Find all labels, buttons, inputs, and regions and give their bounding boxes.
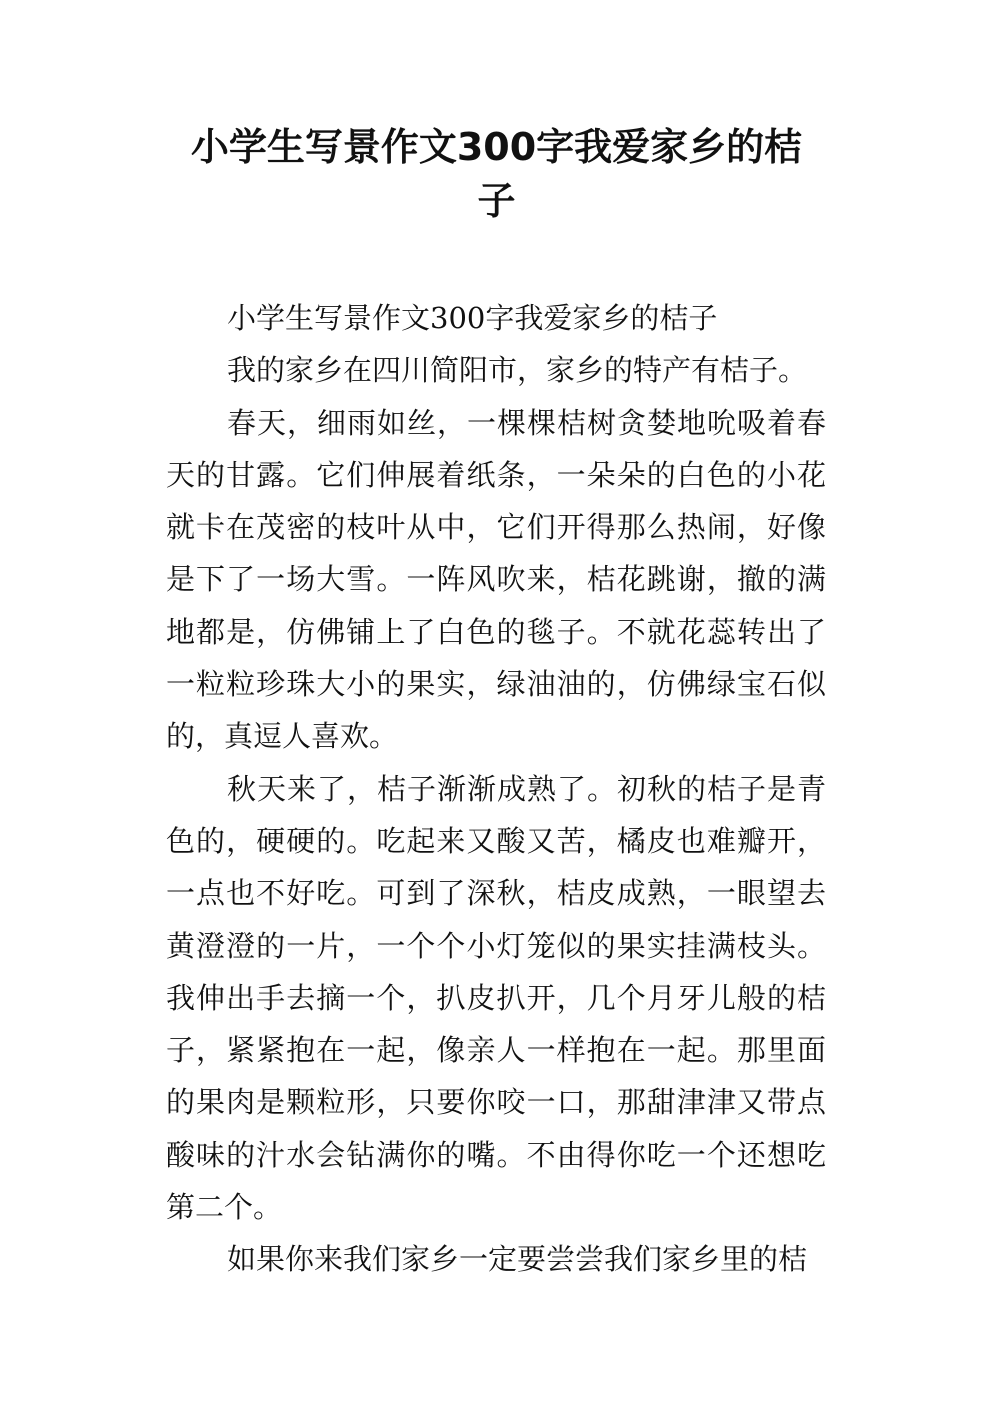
paragraph (166, 292, 826, 344)
paragraph-line: 酸味的汁水会钻满你的嘴。不由得你吃一个还想吃 (166, 1137, 826, 1172)
paragraph-line: 子，紧紧抱在一起，像亲人一样抱在一起。那里面 (166, 1033, 826, 1068)
document-title (120, 120, 873, 228)
paragraph-line: 的果肉是颗粒形，只要你咬一口，那甜津津又带点 (166, 1085, 826, 1120)
paragraph-line: 春天，细雨如丝，一棵棵桔树贪婪地吮吸着春 (227, 405, 826, 440)
document-body (166, 292, 826, 1286)
paragraph-line: 一点也不好吃。可到了深秋，桔皮成熟，一眼望去 (166, 876, 826, 911)
paragraph-line: 小学生写景作文300字我爱家乡的桔子 (227, 301, 718, 335)
paragraph-line: 我的家乡在四川简阳市，家乡的特产有桔子。 (227, 353, 808, 388)
paragraph-line: 黄澄澄的一片，一个个小灯笼似的果实挂满枝头。 (166, 928, 826, 963)
paragraph-line: 的，真逗人喜欢。 (166, 719, 399, 754)
paragraph-line: 如果你来我们家乡一定要尝尝我们家乡里的桔 (227, 1242, 808, 1277)
paragraph-line: 天的甘露。它们伸展着纸条，一朵朵的白色的小花 (166, 457, 826, 492)
paragraph (166, 1233, 826, 1285)
paragraph-line: 色的，硬硬的。吃起来又酸又苦，橘皮也难瓣开， (166, 823, 826, 858)
paragraph-line: 是下了一场大雪。一阵风吹来，桔花跳谢，撤的满 (166, 562, 826, 597)
paragraph (166, 763, 826, 1234)
paragraph-line: 地都是，仿佛铺上了白色的毯子。不就花蕊转出了 (166, 614, 826, 649)
paragraph (166, 344, 826, 396)
paragraph-line: 秋天来了，桔子渐渐成熟了。初秋的桔子是青 (227, 771, 826, 806)
title-line: 小学生写景作文300字我爱家乡的桔 (190, 125, 803, 169)
paragraph-line: 就卡在茂密的枝叶从中，它们开得那么热闹，好像 (166, 510, 826, 545)
paragraph (166, 397, 826, 763)
paragraph-line: 一粒粒珍珠大小的果实，绿油油的，仿佛绿宝石似 (166, 667, 826, 702)
paragraph-line: 第二个。 (166, 1190, 283, 1225)
title-line: 子 (477, 179, 516, 223)
paragraph-line: 我伸出手去摘一个，扒皮扒开，几个月牙儿般的桔 (166, 980, 826, 1015)
